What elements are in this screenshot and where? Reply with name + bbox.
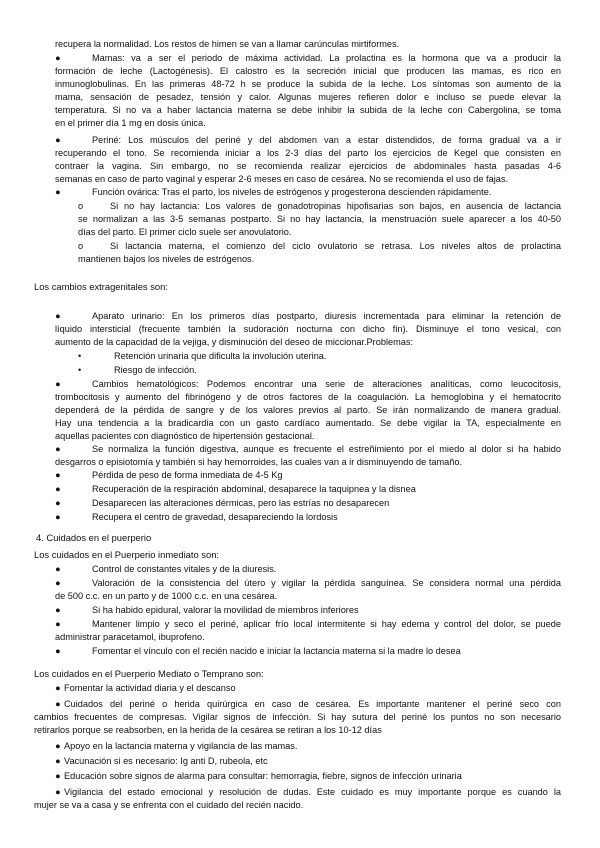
inmediato-item: de 500 c.c. en un parto y de 1000 c.c. en una cesárea. [55, 591, 278, 601]
list-bullet: ● [55, 771, 61, 781]
inmediato-item: Control de constantes vitales y de la diuresis. [92, 564, 277, 574]
hematologicos-text-line: trombocitosis y aumento del fibrinógeno y de otros factores de la coagulación. La hemoglobina y el hematocrito [55, 392, 561, 402]
inmediato-item: administrar paracetamol, ibuprofeno. [55, 632, 205, 642]
urinario-text-line: Aparato urinario: En los primeros días postparto, diuresis incrementada para eliminar la retención de [92, 311, 561, 321]
list-bullet: ● [55, 646, 61, 656]
con-lactancia-line: mantienen bajos los niveles de estrógenos. [78, 254, 255, 264]
inmediato-item: Si ha habido epidural, valorar la movilidad de miembros inferiores [92, 605, 359, 615]
hematologicos-text-line: aquellas pacientes con diagnóstico de hipertensión gestacional. [55, 431, 315, 441]
list-bullet: ● [55, 470, 61, 480]
list-bullet: ● [55, 787, 61, 797]
list-bullet: ● [55, 484, 61, 494]
digestiva-text-line: desgarros o episiotomía y también si hay hemorroides, las cuales van a ir disminuyendo de tamaño. [55, 457, 463, 467]
list-bullet: ● [55, 756, 61, 766]
list-item: Recupera el centro de gravedad, desapareciendo la lordosis [92, 512, 338, 522]
mediato-item: mujer se va a casa y se enfrenta con el cuidado del recién nacido. [34, 800, 304, 810]
inmediato-item: Valoración de la consistencia del útero y vigilar la pérdida sanguínea. Se considera normal una pérdida [92, 578, 561, 588]
section-title: 4. Cuidados en el puerperio [36, 532, 152, 543]
paragraph-line: recupera la normalidad. Los restos de himen se van a llamar carúnculas mirtiformes. [55, 39, 400, 49]
hematologicos-text-line: Cambios hematológicos: Podemos encontrar una serie de alteraciones analíticas, como leucocitosis, [92, 379, 561, 389]
list-item: Pérdida de peso de forma inmediata de 4-5 Kg [92, 470, 283, 480]
digestiva-text-line: Se normaliza la función digestiva, aunque es frecuente el estreñimiento por el miedo al dolor si ha habido [92, 444, 561, 454]
bullet-funcion-ovarica: ● [55, 187, 61, 197]
sin-lactancia-line: Si no hay lactancia: Los valores de gonadotropinas hipofisarias son bajos, en ausencia de lactancia [110, 201, 561, 211]
extragenitales-heading: Los cambios extragenitales son: [34, 281, 168, 292]
bullet-digestiva: ● [55, 444, 61, 454]
bullet-hematologicos: ● [55, 379, 61, 389]
hematologicos-text-line: Hay una tendencia a la bradicardia con un gasto cardíaco aumentado. Se debe vigilar la TA, especialmente en [55, 418, 561, 428]
inmediato-heading: Los cuidados en el Puerperio inmediato son: [34, 549, 220, 560]
mamas-text-line: en el primer día 1 mg en dosis única. [55, 118, 206, 128]
inmediato-item: Mantener limpio y seco el periné, aplicar frío local intermitente si hay edema y control del dolor, se puede [92, 619, 561, 629]
perine-text-line: Periné: Los músculos del periné y del abdomen van a estar distendidos, de forma gradual va a ir [92, 135, 561, 145]
mamas-text-line: inmunoglobulinas. En las primeras 48-72 h se produce la subida de la leche. Los síntomas son aumento de la [55, 79, 561, 89]
urinario-text-line: líquido intersticial (frecuente también la sudoración nocturna con dicho fin). Disminuye el tono vesical, con [55, 324, 561, 334]
mamas-text-line: Mamas: va a ser el periodo de máxima actividad. La prolactina es la hormona que va a producir la [92, 53, 561, 63]
mediato-item: Apoyo en la lactancia materna y vigilancia de las mamas. [64, 741, 298, 751]
list-bullet: ● [55, 605, 61, 615]
problem-item: Riesgo de infección. [114, 365, 197, 375]
mamas-text-line: temperatura. Si no va a haber lactancia materna se debe inhibir la subida de la leche con Cabergolina, se toma [55, 105, 561, 115]
bullet-perine: ● [55, 135, 61, 145]
sin-lactancia-line: se normalizan a las 3-5 semanas postparto. Si no hay lactancia, la menstruación suele aparecer a los 40-50 [78, 214, 561, 224]
list-bullet: ● [55, 512, 61, 522]
list-bullet: ● [55, 578, 61, 588]
list-bullet: ● [55, 498, 61, 508]
con-lactancia-line: Si lactancia materna, el comienzo del ciclo ovulatorio se retrasa. Los niveles altos de prolactina [110, 241, 561, 251]
urinario-text-line: aumento de la capacidad de la vejiga, y disminución del deseo de miccionar.Problemas: [55, 337, 414, 347]
mediato-item: Cuidados del periné o herida quirúrgica en caso de cesárea. Es importante mantener el periné seco con [64, 699, 561, 709]
mamas-text-line: mama, sensación de pesadez, tensión y calor. Algunas mujeres refieren dolor e incluso se puede elevar la [55, 92, 561, 102]
sub-bullet-marker: o [78, 241, 84, 251]
sin-lactancia-line: días del parto. El primer ciclo suele ser anovulatorio. [78, 227, 292, 237]
bullet-urinario: ● [55, 311, 61, 321]
perine-text-line: contraer la vagina. Sin embargo, no se recomienda realizar ejercicios de abdominales hasta pasadas 4-6 [55, 161, 561, 171]
inmediato-item: Fomentar el vínculo con el recién nacido e iniciar la lactancia materna si la madre lo desea [92, 646, 461, 656]
list-bullet: ● [55, 741, 61, 751]
list-bullet: ● [55, 699, 61, 709]
problem-bullet: • [78, 365, 82, 375]
mediato-item: Vacunación si es necesario: Ig anti D, rubeola, etc [64, 756, 268, 766]
list-bullet: ● [55, 619, 61, 629]
bullet-mamas: ● [55, 53, 61, 63]
mediato-item: Fomentar la actividad diaria y el descanso [64, 683, 236, 693]
mediato-item: Educación sobre signos de alarma para consultar: hemorragia, fiebre, signos de infección urinaria [64, 771, 462, 781]
hematologicos-text-line: dependerá de la pérdida de sangre y de los valores previos al parto. Se irán normalizando de manera gradual. [55, 405, 561, 415]
mediato-item: retirarlos porque se reabsorben, en la herida de la cesárea se retiran a los 10-12 días [34, 725, 382, 735]
mamas-text-line: formación de leche (Lactogénesis). El calostro es la secreción inicial que producen las mamas, es rico en [55, 66, 561, 76]
list-bullet: ● [55, 683, 61, 693]
perine-text-line: semanas en caso de parto vaginal y esperar 2-6 meses en caso de cesárea. No se recomienda el uso de fajas. [55, 174, 508, 184]
list-bullet: ● [55, 564, 61, 574]
list-item: Desaparecen las alteraciones dérmicas, pero las estrías no desaparecen [92, 498, 390, 508]
mediato-item: Vigilancia del estado emocional y resolución de dudas. Este cuidado es muy importante porque es cuando la [64, 787, 561, 797]
list-item: Recuperación de la respiración abdominal, desaparece la taquipnea y la disnea [92, 484, 416, 494]
perine-text-line: recuperando el tono. Se recomienda iniciar a los 2-3 días del parto los ejercicios de Kegel que consisten en [55, 148, 561, 158]
problem-bullet: • [78, 351, 82, 361]
mediato-item: cambios frecuentes de compresas. Vigilar signos de infección. Si hay sutura del periné los puntos no son necesario [34, 712, 561, 722]
funcion-ovarica-text: Función ovárica: Tras el parto, los niveles de estrógenos y progesterona descienden rápidamente. [92, 187, 492, 197]
mediato-heading: Los cuidados en el Puerperio Mediato o Temprano son: [34, 668, 264, 679]
sub-bullet-marker: o [78, 201, 84, 211]
problem-item: Retención urinaria que dificulta la involución uterina. [114, 351, 327, 361]
